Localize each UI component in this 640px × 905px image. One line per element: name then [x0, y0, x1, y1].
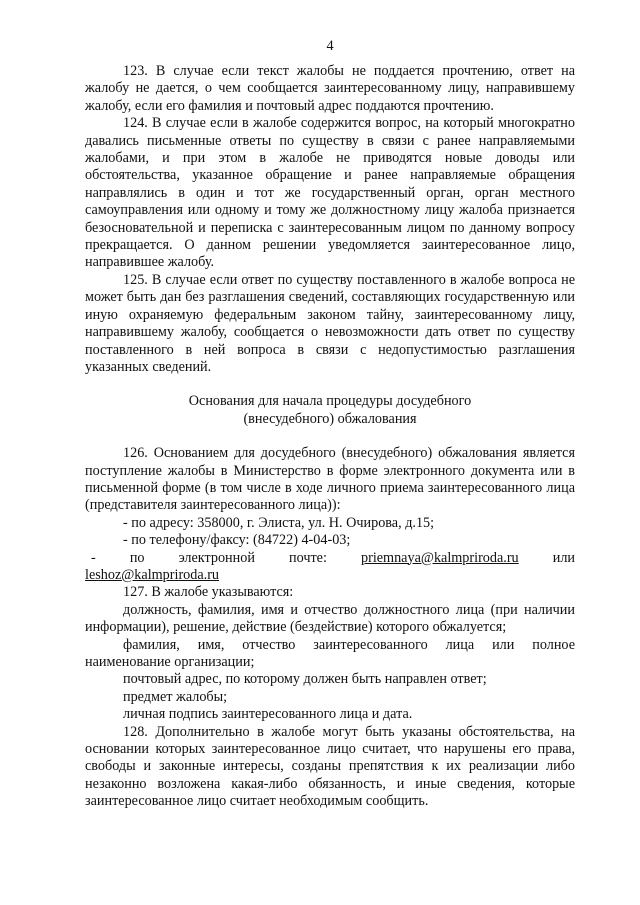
paragraph-124: 124. В случае если в жалобе содержится вопрос, на который многократно давались письменные ответы по существу в связи с ранее направляемыми жалобами, и при этом в жалобе не приводятся новые доводы или обстоятельства, указанное обращение и ранее направляемые обращения направлялись в один и тот же государственный орган, орган местного самоуправления или одному и тому же должностному лицу жалоба признается безосновательной и переписка с заинтересованным лицом по данному вопросу прекращается. О данном решении уведомляется заинтересованное лицо, направившее жалобу. — [85, 115, 575, 271]
email-dash: - — [91, 549, 96, 566]
page-number: 4 — [326, 38, 334, 54]
paragraph-127: 127. В жалобе указываются: — [123, 584, 294, 601]
email-line — [85, 550, 575, 567]
paragraph-123: 123. В случае если текст жалобы не поддается прочтению, ответ на жалобу не дается, о чем сообщается заинтересованному лицу, направившему жалобу, если его фамилия и почтовый адрес поддаются прочтению. — [85, 63, 575, 114]
email-link-leshoz[interactable]: leshoz@kalmpriroda.ru — [85, 566, 220, 583]
paragraph-128: 128. Дополнительно в жалобе могут быть указаны обстоятельства, на основании которых заинтересованное лицо считает, что нарушены его права, свободы и законные интересы, созданы препятствия к их реализации либо незаконно возложена какая-либо обязанность, и иные сведения, которые заинтересованное лицо считает необходимым сообщить. — [85, 723, 575, 810]
list-item-subject: предмет жалобы; — [123, 688, 228, 705]
paragraph-125: 125. В случае если ответ по существу поставленного в жалобе вопроса не может быть дан без разглашения сведений, составляющих государственную или иную охраняемую федеральным законом тайну, заинтересованному лицу, направившему жалобу, сообщается о невозможности дать ответ по существу поставленного в ней вопроса в связи с недопустимостью разглашения указанных сведений. — [85, 271, 575, 375]
phone-line: - по телефону/факсу: (84722) 4-04-03; — [123, 532, 351, 549]
list-item-name: фамилия, имя, отчество заинтересованного лица или полное наименование организации; — [85, 636, 575, 670]
section-heading-line-2: (внесудебного) обжалования — [243, 410, 417, 427]
email-word-po: по — [129, 549, 145, 566]
email-word-or: или — [552, 549, 575, 566]
paragraph-126: 126. Основанием для досудебного (внесудебного) обжалования является поступление жалобы в Министерство в форме электронного документа или в письменной форме (в том числе в ходе личного приема заинтересованного лица (представителя заинтересованного лица)): — [85, 445, 575, 514]
list-item-position: должность, фамилия, имя и отчество должностного лица (при наличии информации), решение, действие (бездействие) которого обжалуется; — [85, 601, 575, 636]
email-link-priemnaya[interactable]: priemnaya@kalmpriroda.ru — [361, 549, 519, 566]
document-page — [85, 0, 575, 905]
list-item-signature: личная подпись заинтересованного лица и дата. — [123, 706, 413, 723]
document-body — [85, 63, 575, 811]
list-item-address: почтовый адрес, по которому должен быть направлен ответ; — [123, 671, 487, 688]
section-heading — [85, 393, 575, 428]
email-word-mail: почте: — [289, 549, 327, 566]
email-word-electronic: электронной — [178, 549, 255, 566]
address-line: - по адресу: 358000, г. Элиста, ул. Н. Очирова, д.15; — [123, 514, 435, 531]
section-heading-line-1: Основания для начала процедуры досудебного — [188, 393, 472, 410]
email-line-2 — [85, 567, 575, 584]
